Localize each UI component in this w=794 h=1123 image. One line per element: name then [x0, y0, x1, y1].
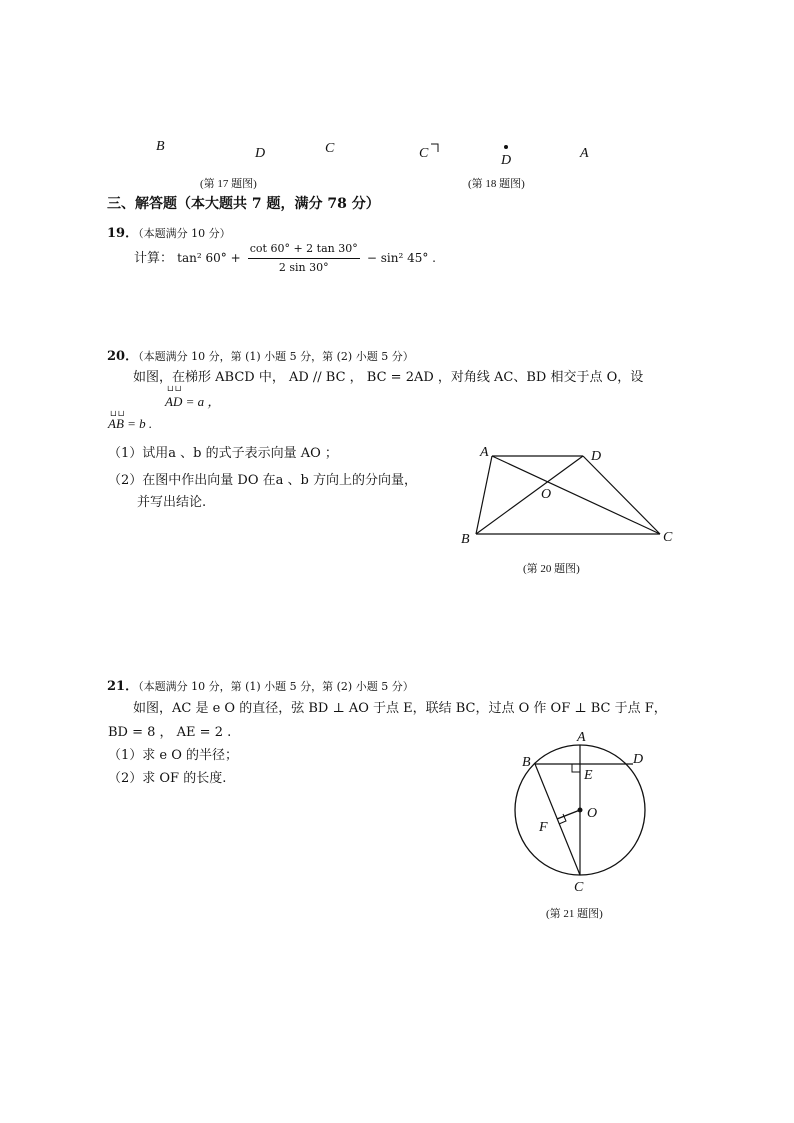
fig18-label-c: C — [419, 146, 429, 161]
q20-header — [107, 345, 414, 364]
q19-score: （本题满分 10 分） — [138, 227, 231, 240]
q21-right-angle-e — [572, 764, 580, 772]
q20-number: 20． — [107, 349, 139, 364]
q20-label-d: D — [591, 449, 602, 464]
q20-vector-arrow-ab: ⊔⊔ — [110, 409, 126, 418]
q21-part1: （1）求 e O 的半径； — [108, 748, 239, 763]
fig18-caption: (第 18 题图) — [468, 178, 525, 190]
fig18-label-a: A — [580, 146, 589, 161]
section-title: 三、解答题（本大题共 7 题，满分 78 分） — [107, 196, 380, 212]
q20-part2b: 并写出结论. — [137, 495, 207, 510]
q20-label-b: B — [461, 532, 470, 547]
q21-label-a: A — [577, 730, 586, 745]
q21-label-o: O — [587, 806, 598, 821]
q20-diagonal-bd — [476, 456, 583, 534]
q20-line1: 如图，在梯形 ABCD 中， AD // BC ， BC = 2AD ，对角线 AC、BD 相交于点 O，设 — [133, 370, 644, 385]
q19-header — [107, 222, 231, 241]
q21-number: 21． — [107, 679, 139, 694]
fig17-label-c: C — [325, 141, 335, 156]
q20-line3: AB = b . — [108, 416, 153, 431]
q19-numerator: cot 60° + 2 tan 30° — [248, 241, 360, 259]
q20-part1: （1）试用a 、b 的式子表示向量 AO ； — [108, 446, 338, 461]
q21-label-f: F — [539, 820, 548, 835]
q19-term3: − sin² 45° . — [366, 251, 436, 265]
q21-caption: (第 21 题图) — [546, 908, 603, 920]
fig18-point-dot — [504, 145, 508, 149]
q21-label-e: E — [584, 768, 593, 783]
fig17-label-d: D — [255, 146, 266, 161]
q19-expression — [134, 241, 436, 276]
q20-caption: (第 20 题图) — [523, 563, 580, 575]
q21-header — [107, 675, 414, 694]
fig17-caption: (第 17 题图) — [200, 178, 257, 190]
q21-center-dot — [578, 808, 583, 813]
q21-line1: 如图，AC 是 e O 的直径，弦 BD ⊥ AO 于点 E，联结 BC，过点 O 作 OF ⊥ BC 于点 F， — [133, 701, 667, 716]
q19-fraction — [248, 241, 360, 276]
fig18-right-angle-mark — [430, 143, 442, 155]
q19-denominator: 2 sin 30° — [278, 261, 329, 274]
q20-label-a: A — [480, 445, 489, 460]
q21-circle-figure — [505, 725, 665, 895]
q21-segment-of — [557, 810, 580, 819]
fig17-label-b: B — [156, 139, 165, 154]
q19-number: 19． — [107, 226, 139, 241]
q21-label-b: B — [522, 755, 531, 770]
q20-diagonal-ac — [492, 456, 660, 534]
q20-trapezoid-figure — [455, 440, 685, 555]
fig18-label-d: D — [501, 153, 512, 168]
q20-score: （本题满分 10 分，第 (1) 小题 5 分，第 (2) 小题 5 分） — [138, 350, 414, 363]
q20-label-o: O — [541, 487, 552, 502]
q21-part2: （2）求 OF 的长度. — [108, 771, 227, 786]
q20-label-c: C — [663, 530, 673, 545]
q20-line2: AD = a ， — [165, 394, 221, 409]
q20-vector-arrow-ad: ⊔⊔ — [167, 384, 183, 393]
q20-edge-dc — [583, 456, 660, 534]
q19-prefix: 计算： — [134, 251, 174, 266]
q21-score: （本题满分 10 分，第 (1) 小题 5 分，第 (2) 小题 5 分） — [138, 680, 414, 693]
q20-edge-ab — [476, 456, 492, 534]
q20-part2a: （2）在图中作出向量 DO 在a 、b 方向上的分向量， — [108, 473, 417, 488]
q21-label-d: D — [633, 752, 644, 767]
q21-line2: BD = 8 ， AE = 2 . — [108, 725, 232, 740]
q21-label-c: C — [574, 880, 584, 895]
q19-term1: tan² 60° + — [177, 251, 241, 265]
